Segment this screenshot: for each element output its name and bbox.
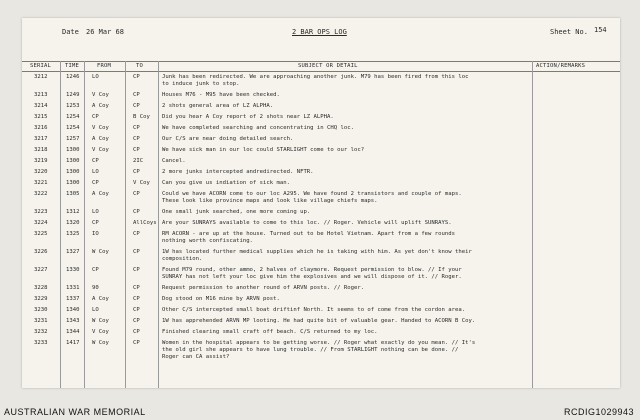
log-to: CP	[133, 74, 140, 80]
log-rows	[22, 74, 620, 365]
log-from: CP	[92, 180, 99, 186]
log-time: 1249	[66, 92, 80, 98]
log-serial: 3217	[34, 136, 48, 142]
log-row	[22, 209, 620, 220]
log-subject: Could we have ACORN come to our loc A295. We have found 2 transistors and couple of maps. These look like province maps and look like village chiefs maps.	[162, 191, 462, 204]
log-time: 1343	[66, 318, 80, 324]
log-time: 1330	[66, 267, 80, 273]
log-subject: Other C/S intercepted small boat driftinf North. It seems to of come from the cordon area.	[162, 307, 466, 313]
date-value: 26 Mar 68	[86, 28, 124, 36]
log-subject: RM ACORN - are up at the house. Turned out to be Hotel Vietnam. Apart from a few rounds nothing worth confiscating.	[162, 231, 455, 244]
log-time: 1300	[66, 158, 80, 164]
log-row	[22, 169, 620, 180]
log-subject: 2 more junks intercepted andredirected. NFTR.	[162, 169, 314, 175]
log-time: 1257	[66, 136, 80, 142]
log-subject: Our C/S are near doing detailed search.	[162, 136, 294, 142]
log-sheet	[22, 18, 620, 388]
log-to: CP	[133, 307, 140, 313]
log-to: CP	[133, 147, 140, 153]
log-subject: Request permission to another round of ARVN posts. // Roger.	[162, 285, 365, 291]
log-serial: 3219	[34, 158, 48, 164]
log-from: A Coy	[92, 136, 109, 142]
log-from: IO	[92, 231, 99, 237]
log-serial: 3216	[34, 125, 48, 131]
log-time: 1327	[66, 249, 80, 255]
log-row	[22, 191, 620, 209]
log-serial: 3225	[34, 231, 48, 237]
log-from: LO	[92, 209, 99, 215]
log-to: CP	[133, 249, 140, 255]
log-to: CP	[133, 191, 140, 197]
log-row	[22, 249, 620, 267]
log-time: 1340	[66, 307, 80, 313]
header-bottom-rule	[22, 71, 620, 72]
log-serial: 3212	[34, 74, 48, 80]
log-row	[22, 114, 620, 125]
log-serial: 3214	[34, 103, 48, 109]
log-from: CP	[92, 158, 99, 164]
log-subject: Can you give us indiation of sick man.	[162, 180, 290, 186]
log-serial: 3222	[34, 191, 48, 197]
log-from: V Coy	[92, 92, 109, 98]
log-from: A Coy	[92, 103, 109, 109]
log-row	[22, 231, 620, 249]
log-time: 1254	[66, 125, 80, 131]
log-subject: Are your SUNRAYS available to come to this loc. // Roger. Vehicle will uplift SUNRAYS.	[162, 220, 452, 226]
log-to: CP	[133, 125, 140, 131]
log-serial: 3230	[34, 307, 48, 313]
log-serial: 3218	[34, 147, 48, 153]
log-row	[22, 307, 620, 318]
log-serial: 3215	[34, 114, 48, 120]
log-serial: 3227	[34, 267, 48, 273]
log-to: CP	[133, 267, 140, 273]
log-from: CP	[92, 114, 99, 120]
sheet-label: Sheet No.	[550, 28, 588, 36]
log-time: 1325	[66, 231, 80, 237]
log-subject: One small junk searched, one more coming up.	[162, 209, 311, 215]
log-time: 1320	[66, 220, 80, 226]
log-serial: 3228	[34, 285, 48, 291]
log-time: 1344	[66, 329, 80, 335]
log-subject: 2 shots general area of LZ ALPHA.	[162, 103, 274, 109]
log-subject: 1W has apprehended ARVN MP looting. He had quite bit of valuable gear. Handed to ACORN B Coy.	[162, 318, 476, 324]
log-time: 1254	[66, 114, 80, 120]
log-subject: Found M79 round, other ammo, 2 halves of claymore. Request permission to blow. // If your SUNRAY has not left your loc give him the explosives and we will dispose of it. // Roger.	[162, 267, 462, 280]
log-from: W Coy	[92, 318, 109, 324]
log-time: 1337	[66, 296, 80, 302]
log-row	[22, 136, 620, 147]
log-from: LO	[92, 74, 99, 80]
log-to: CP	[133, 136, 140, 142]
log-to: CP	[133, 329, 140, 335]
log-to: 2IC	[133, 158, 144, 164]
log-subject: 1W has located further medical supplies which he is taking with him. As yet don't know their composition.	[162, 249, 472, 262]
log-serial: 3226	[34, 249, 48, 255]
log-to: CP	[133, 92, 140, 98]
log-serial: 3220	[34, 169, 48, 175]
log-serial: 3232	[34, 329, 48, 335]
log-from: V Coy	[92, 329, 109, 335]
log-title: 2 BAR OPS LOG	[292, 28, 347, 36]
log-row	[22, 103, 620, 114]
log-subject: Women in the hospital appears to be getting worse. // Roger what exactly do you mean. // It's the old girl she appears to have lung trouble. // From STARLIGHT nothing can be done. // Roger can CA assist?	[162, 340, 476, 360]
sheet-number: 154	[594, 26, 607, 34]
log-serial: 3213	[34, 92, 48, 98]
log-from: W Coy	[92, 249, 109, 255]
col-subject-header: SUBJECT OR DETAIL	[298, 63, 358, 69]
log-to: CP	[133, 231, 140, 237]
log-to: B Coy	[133, 114, 150, 120]
log-from: V Coy	[92, 125, 109, 131]
log-from: 90	[92, 285, 99, 291]
log-to: AllCoys	[133, 220, 157, 226]
header-top-rule	[22, 61, 620, 62]
log-subject: Finished clearing small craft off beach. C/S returned to my loc.	[162, 329, 378, 335]
log-subject: Dog stood on M16 mine by ARVN post.	[162, 296, 280, 302]
log-serial: 3221	[34, 180, 48, 186]
log-subject: Cancel.	[162, 158, 186, 164]
log-to: CP	[133, 103, 140, 109]
log-time: 1300	[66, 169, 80, 175]
log-to: CP	[133, 169, 140, 175]
log-subject: Did you hear A Coy report of 2 shots near LZ ALPHA.	[162, 114, 334, 120]
log-from: A Coy	[92, 296, 109, 302]
log-row	[22, 147, 620, 158]
log-from: CP	[92, 220, 99, 226]
col-action-header: ACTION/REMARKS	[536, 63, 586, 69]
log-time: 1300	[66, 147, 80, 153]
log-row	[22, 125, 620, 136]
log-row	[22, 74, 620, 92]
log-time: 1300	[66, 180, 80, 186]
log-row	[22, 158, 620, 169]
log-from: CP	[92, 267, 99, 273]
log-from: LO	[92, 169, 99, 175]
log-from: V Coy	[92, 147, 109, 153]
log-to: CP	[133, 296, 140, 302]
log-serial: 3229	[34, 296, 48, 302]
log-subject: We have completed searching and concentrating in CHQ loc.	[162, 125, 354, 131]
log-subject: Houses M76 - M95 have been checked.	[162, 92, 280, 98]
log-to: V Coy	[133, 180, 150, 186]
log-serial: 3223	[34, 209, 48, 215]
date-label: Date	[62, 28, 79, 36]
log-serial: 3233	[34, 340, 48, 346]
col-time-header: TIME	[65, 63, 80, 69]
log-time: 1312	[66, 209, 80, 215]
log-time: 1246	[66, 74, 80, 80]
log-row	[22, 285, 620, 296]
log-to: CP	[133, 209, 140, 215]
log-subject: Junk has been redirected. We are approaching another junk. M79 has been fired from this loc to induce junk to stop.	[162, 74, 469, 87]
log-from: A Coy	[92, 191, 109, 197]
log-row	[22, 220, 620, 231]
log-time: 1331	[66, 285, 80, 291]
footer-source: AUSTRALIAN WAR MEMORIAL	[4, 407, 146, 417]
log-to: CP	[133, 340, 140, 346]
log-time: 1305	[66, 191, 80, 197]
log-serial: 3224	[34, 220, 48, 226]
log-time: 1417	[66, 340, 80, 346]
log-from: LO	[92, 307, 99, 313]
col-from-header: FROM	[97, 63, 112, 69]
log-subject: We have sick man in our loc could STARLIGHT come to our loc?	[162, 147, 365, 153]
log-row	[22, 329, 620, 340]
log-row	[22, 296, 620, 307]
log-to: CP	[133, 318, 140, 324]
log-row	[22, 318, 620, 329]
log-time: 1253	[66, 103, 80, 109]
log-row	[22, 180, 620, 191]
col-to-header: TO	[136, 63, 144, 69]
log-row	[22, 340, 620, 365]
col-serial-header: SERIAL	[30, 63, 52, 69]
log-row	[22, 267, 620, 285]
log-serial: 3231	[34, 318, 48, 324]
log-from: W Coy	[92, 340, 109, 346]
log-to: CP	[133, 285, 140, 291]
footer-id: RCDIG1029943	[563, 407, 634, 417]
log-row	[22, 92, 620, 103]
